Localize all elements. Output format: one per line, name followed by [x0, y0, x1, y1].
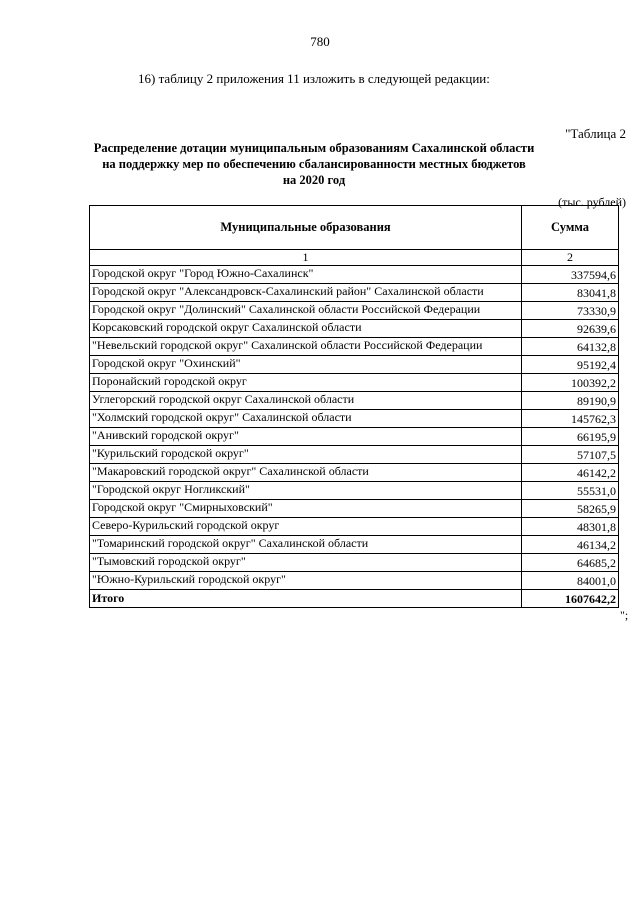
table-row: [90, 338, 619, 356]
municipality-sum: 92639,6: [522, 320, 619, 338]
municipality-sum: 83041,8: [522, 284, 619, 302]
heading-line: на поддержку мер по обеспечению сбалансированности местных бюджетов: [102, 157, 526, 171]
column-number-sum: 2: [522, 250, 619, 266]
table-row: [90, 482, 619, 500]
table-header-row: [90, 206, 619, 250]
table-row: [90, 554, 619, 572]
municipality-name: "Холмский городской округ" Сахалинской области: [90, 410, 522, 428]
municipality-name: "Южно-Курильский городской округ": [90, 572, 522, 590]
municipality-name: "Макаровский городской округ" Сахалинской области: [90, 464, 522, 482]
municipality-name: "Невельский городской округ" Сахалинской области Российской Федерации: [90, 338, 522, 356]
municipality-name: "Городской округ Ногликский": [90, 482, 522, 500]
table-row: [90, 266, 619, 284]
municipality-name: Северо-Курильский городской округ: [90, 518, 522, 536]
municipality-name: "Тымовский городской округ": [90, 554, 522, 572]
header-sum: Сумма: [522, 206, 619, 250]
table-row: [90, 536, 619, 554]
table-row: [90, 356, 619, 374]
column-number-name: 1: [90, 250, 522, 266]
table-row: [90, 518, 619, 536]
municipality-name: Городской округ "Долинский" Сахалинской области Российской Федерации: [90, 302, 522, 320]
municipality-sum: 64132,8: [522, 338, 619, 356]
table-row: [90, 320, 619, 338]
table-heading: [90, 140, 538, 188]
header-name: Муниципальные образования: [90, 206, 522, 250]
municipality-name: Городской округ "Город Южно-Сахалинск": [90, 266, 522, 284]
table-row: [90, 374, 619, 392]
intro-text: 16) таблицу 2 приложения 11 изложить в следующей редакции:: [138, 71, 490, 86]
municipality-name: "Анивский городской округ": [90, 428, 522, 446]
municipality-sum: 145762,3: [522, 410, 619, 428]
table-row: [90, 410, 619, 428]
municipality-name: "Курильский городской округ": [90, 446, 522, 464]
heading-line: Распределение дотации муниципальным образованиям Сахалинской области: [93, 141, 535, 155]
municipality-sum: 337594,6: [522, 266, 619, 284]
column-number-row: [90, 250, 619, 266]
municipality-name: Поронайский городской округ: [90, 374, 522, 392]
heading-line: на 2020 год: [282, 173, 346, 187]
closing-mark: ";: [620, 608, 629, 622]
municipality-sum: 57107,5: [522, 446, 619, 464]
municipality-name: Городской округ "Охинский": [90, 356, 522, 374]
units-label: (тыс. рублей): [558, 195, 626, 209]
table-row: [90, 500, 619, 518]
municipality-name: "Томаринский городской округ" Сахалинской области: [90, 536, 522, 554]
municipality-sum: 100392,2: [522, 374, 619, 392]
municipality-sum: 46142,2: [522, 464, 619, 482]
table-label: "Таблица 2: [565, 126, 626, 141]
municipality-sum: 89190,9: [522, 392, 619, 410]
subsidy-table: [89, 205, 619, 608]
total-row: [90, 590, 619, 608]
table-row: [90, 572, 619, 590]
municipality-sum: 95192,4: [522, 356, 619, 374]
table-row: [90, 302, 619, 320]
page-number: 780: [310, 34, 330, 49]
municipality-sum: 46134,2: [522, 536, 619, 554]
municipality-sum: 48301,8: [522, 518, 619, 536]
table-row: [90, 392, 619, 410]
total-label: Итого: [90, 590, 522, 608]
municipality-name: Городской округ "Смирныховский": [90, 500, 522, 518]
municipality-name: Углегорский городской округ Сахалинской области: [90, 392, 522, 410]
table-row: [90, 284, 619, 302]
table-row: [90, 464, 619, 482]
municipality-name: Корсаковский городской округ Сахалинской области: [90, 320, 522, 338]
municipality-sum: 55531,0: [522, 482, 619, 500]
municipality-name: Городской округ "Александровск-Сахалинский район" Сахалинской области: [90, 284, 522, 302]
municipality-sum: 66195,9: [522, 428, 619, 446]
table-row: [90, 446, 619, 464]
municipality-sum: 58265,9: [522, 500, 619, 518]
municipality-sum: 84001,0: [522, 572, 619, 590]
municipality-sum: 64685,2: [522, 554, 619, 572]
total-sum: 1607642,2: [522, 590, 619, 608]
table-row: [90, 428, 619, 446]
municipality-sum: 73330,9: [522, 302, 619, 320]
